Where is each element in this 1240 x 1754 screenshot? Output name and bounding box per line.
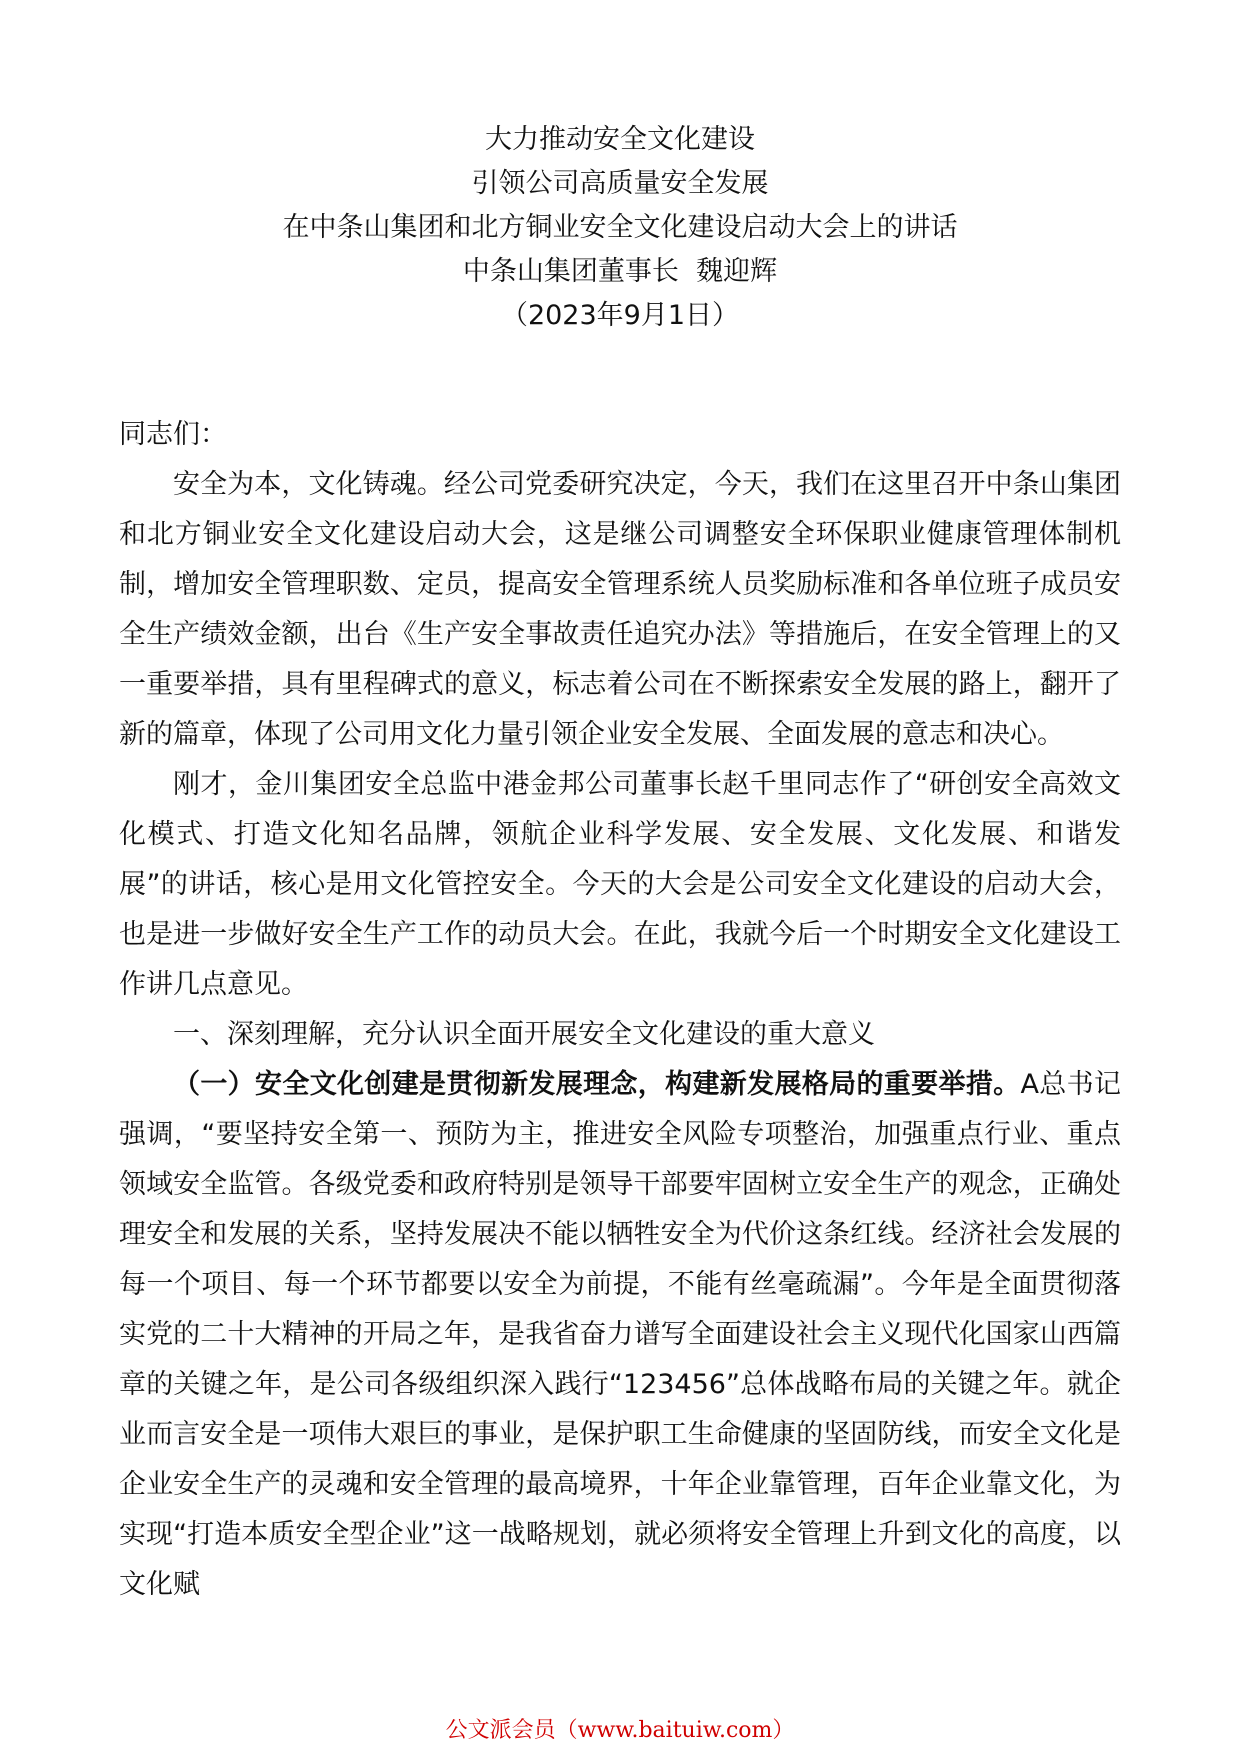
speech-date: （2023年9月1日）	[500, 300, 740, 331]
paragraph-intro: 安全为本，文化铸魂。经公司党委研究决定，今天，我们在这里召开中条山集团和北方铜业安全文化建设启动大会，这是继公司调整安全环保职业健康管理体制机制，增加安全管理职数、定员，提高安全管理系统人员奖励标准和各单位班子成员安全生产绩效金额，出台《生产安全事故责任追究办法》等措施后，在安全管理上的又一重要举措，具有里程碑式的意义，标志着公司在不断探索安全发展的路上，翻开了新的篇章，体现了公司用文化力量引领企业安全发展、全面发展的意志和决心。	[119, 469, 1121, 750]
subsection-text: A总书记强调，“要坚持安全第一、预防为主，推进安全风险专项整治，加强重点行业、重点领域安全监管。各级党委和政府特别是领导干部要牢固树立安全生产的观念，正确处理安全和发展的关系，坚持发展决不能以牺牲安全为代价这条红线。经济社会发展的每一个项目、每一个环节都要以安全为前提，不能有丝毫疏漏”。今年是全面贯彻落实党的二十大精神的开局之年，是我省奋力谱写全面建设社会主义现代化国家山西篇章的关键之年，是公司各级组织深入践行“123456”总体战略布局的关键之年。就企业而言安全是一项伟大艰巨的事业，是保护职工生命健康的坚固防线，而安全文化是企业安全生产的灵魂和安全管理的最高境界，十年企业靠管理，百年企业靠文化，为实现“打造本质安全型企业”这一战略规划，就必须将安全管理上升到文化的高度，以文化赋	[119, 1069, 1121, 1600]
main-title: 大力推动安全文化建设	[485, 124, 755, 155]
section-heading-1: 一、深刻理解，充分认识全面开展安全文化建设的重大意义	[173, 1019, 875, 1050]
subsection-heading: （一）安全文化创建是贯彻新发展理念，构建新发展格局的重要举措。	[173, 1069, 1021, 1100]
subtitle: 引领公司高质量安全发展	[471, 168, 769, 199]
paragraph-context: 刚才，金川集团安全总监中港金邦公司董事长赵千里同志作了“研创安全高效文化模式、打造文化知名品牌，领航企业科学发展、安全发展、文化发展、和谐发展”的讲话，核心是用文化管控安全。今天的大会是公司安全文化建设的启动大会，也是进一步做好安全生产工作的动员大会。在此，我就今后一个时期安全文化建设工作讲几点意见。	[119, 769, 1121, 1000]
subsection-paragraph	[119, 1060, 1121, 1610]
speech-body	[119, 410, 1121, 1610]
title-block	[0, 118, 1240, 338]
salutation: 同志们：	[119, 419, 227, 450]
speech-occasion: 在中条山集团和北方铜业安全文化建设启动大会上的讲话	[282, 212, 958, 243]
speaker-line: 中条山集团董事长 魏迎辉	[462, 256, 778, 287]
footer-watermark: 公文派会员（www.baituiw.com）	[445, 1718, 795, 1743]
